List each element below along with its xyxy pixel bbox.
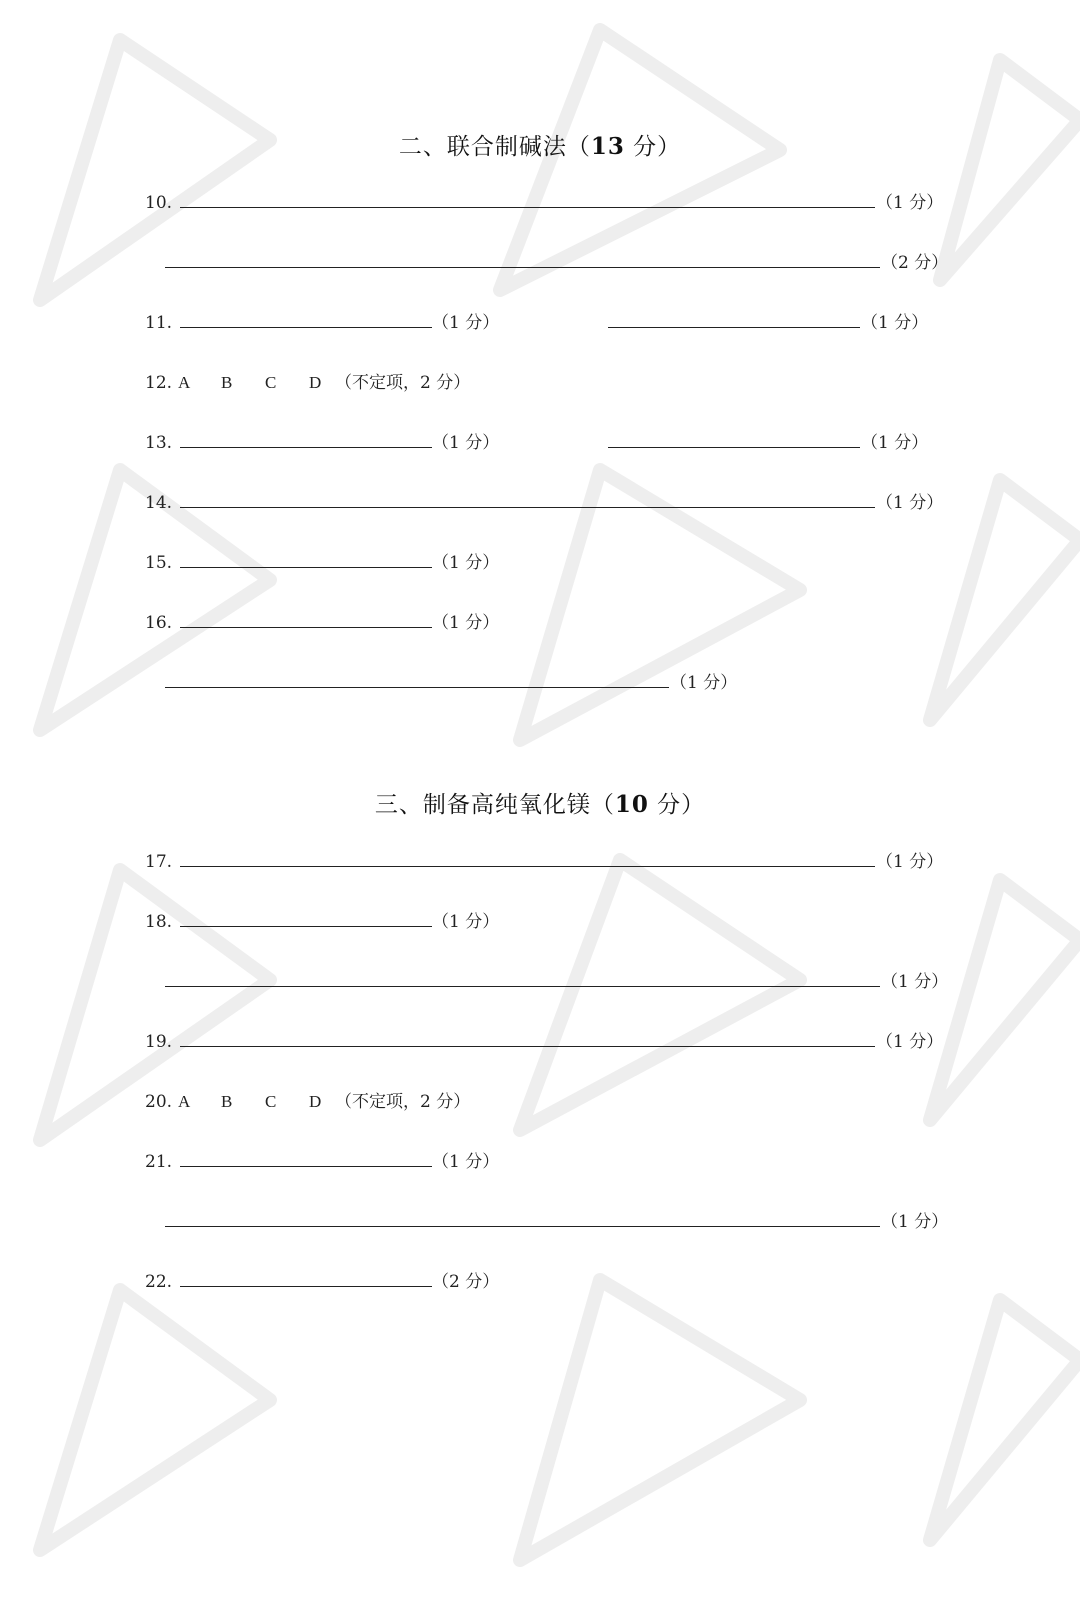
score-label: （2 分）: [881, 253, 949, 273]
question-number: 16.: [145, 613, 173, 633]
score-label: （1 分）: [876, 493, 944, 513]
answer-blank[interactable]: [180, 567, 432, 568]
score-label: （1 分）: [861, 313, 929, 333]
option-d[interactable]: D: [309, 1092, 322, 1111]
answer-blank[interactable]: [180, 1286, 432, 1287]
question-10: [0, 188, 1080, 218]
section-title-2-prefix: 二、联合制碱法（: [398, 134, 591, 160]
option-c[interactable]: C: [265, 1092, 277, 1111]
section-title-3-suffix: 分）: [648, 792, 706, 818]
question-number: 12.: [145, 373, 173, 393]
question-16-continuation: [0, 668, 1080, 698]
section-title-3: [0, 786, 1080, 819]
question-number: 20.: [145, 1092, 173, 1112]
answer-blank[interactable]: [165, 687, 669, 688]
option-c[interactable]: C: [265, 373, 277, 392]
question-note: （不定项，2 分）: [335, 373, 471, 393]
score-label: （1 分）: [432, 912, 500, 932]
section-title-2: [0, 128, 1080, 161]
answer-blank[interactable]: [180, 1166, 432, 1167]
answer-blank[interactable]: [165, 267, 880, 268]
answer-blank[interactable]: [180, 507, 875, 508]
question-note: （不定项，2 分）: [335, 1092, 471, 1112]
answer-blank[interactable]: [180, 447, 432, 448]
question-14: [0, 488, 1080, 518]
option-a[interactable]: A: [178, 1092, 191, 1111]
question-number: 22.: [145, 1272, 173, 1292]
question-number: 14.: [145, 493, 173, 513]
option-b[interactable]: B: [221, 373, 233, 392]
answer-blank[interactable]: [165, 1226, 880, 1227]
answer-blank[interactable]: [180, 866, 875, 867]
score-label: （1 分）: [881, 1212, 949, 1232]
score-label: （1 分）: [432, 1152, 500, 1172]
question-number: 10.: [145, 193, 173, 213]
score-label: （1 分）: [876, 193, 944, 213]
section-title-3-points: 10: [614, 791, 649, 818]
question-15: [0, 548, 1080, 578]
score-label: （2 分）: [432, 1272, 500, 1292]
score-label: （1 分）: [861, 433, 929, 453]
question-10-continuation: [0, 248, 1080, 278]
score-label: （1 分）: [876, 852, 944, 872]
answer-blank[interactable]: [180, 207, 875, 208]
score-label: （1 分）: [432, 553, 500, 573]
question-number: 19.: [145, 1032, 173, 1052]
question-number: 17.: [145, 852, 173, 872]
question-number: 13.: [145, 433, 173, 453]
answer-blank[interactable]: [608, 447, 860, 448]
question-number: 11.: [145, 313, 173, 333]
answer-blank[interactable]: [180, 1046, 875, 1047]
question-13: [0, 428, 1080, 458]
answer-blank[interactable]: [180, 327, 432, 328]
question-22: [0, 1267, 1080, 1297]
question-11: [0, 308, 1080, 338]
score-label: （1 分）: [670, 673, 738, 693]
question-18: [0, 907, 1080, 937]
question-number: 21.: [145, 1152, 173, 1172]
answer-blank[interactable]: [608, 327, 860, 328]
answer-blank[interactable]: [165, 986, 880, 987]
question-number: 15.: [145, 553, 173, 573]
question-16: [0, 608, 1080, 638]
score-label: （1 分）: [432, 313, 500, 333]
score-label: （1 分）: [432, 433, 500, 453]
question-17: [0, 847, 1080, 877]
question-21: [0, 1147, 1080, 1177]
answer-blank[interactable]: [180, 627, 432, 628]
question-19: [0, 1027, 1080, 1057]
section-title-3-prefix: 三、制备高纯氧化镁（: [374, 792, 615, 818]
option-b[interactable]: B: [221, 1092, 233, 1111]
score-label: （1 分）: [432, 613, 500, 633]
question-12: [0, 368, 1080, 398]
answer-blank[interactable]: [180, 926, 432, 927]
question-number: 18.: [145, 912, 173, 932]
score-label: （1 分）: [876, 1032, 944, 1052]
question-20: [0, 1087, 1080, 1117]
option-a[interactable]: A: [178, 373, 191, 392]
section-title-2-suffix: 分）: [624, 134, 682, 160]
question-18-continuation: [0, 967, 1080, 997]
option-d[interactable]: D: [309, 373, 322, 392]
question-21-continuation: [0, 1207, 1080, 1237]
section-title-2-points: 13: [590, 133, 625, 160]
score-label: （1 分）: [881, 972, 949, 992]
